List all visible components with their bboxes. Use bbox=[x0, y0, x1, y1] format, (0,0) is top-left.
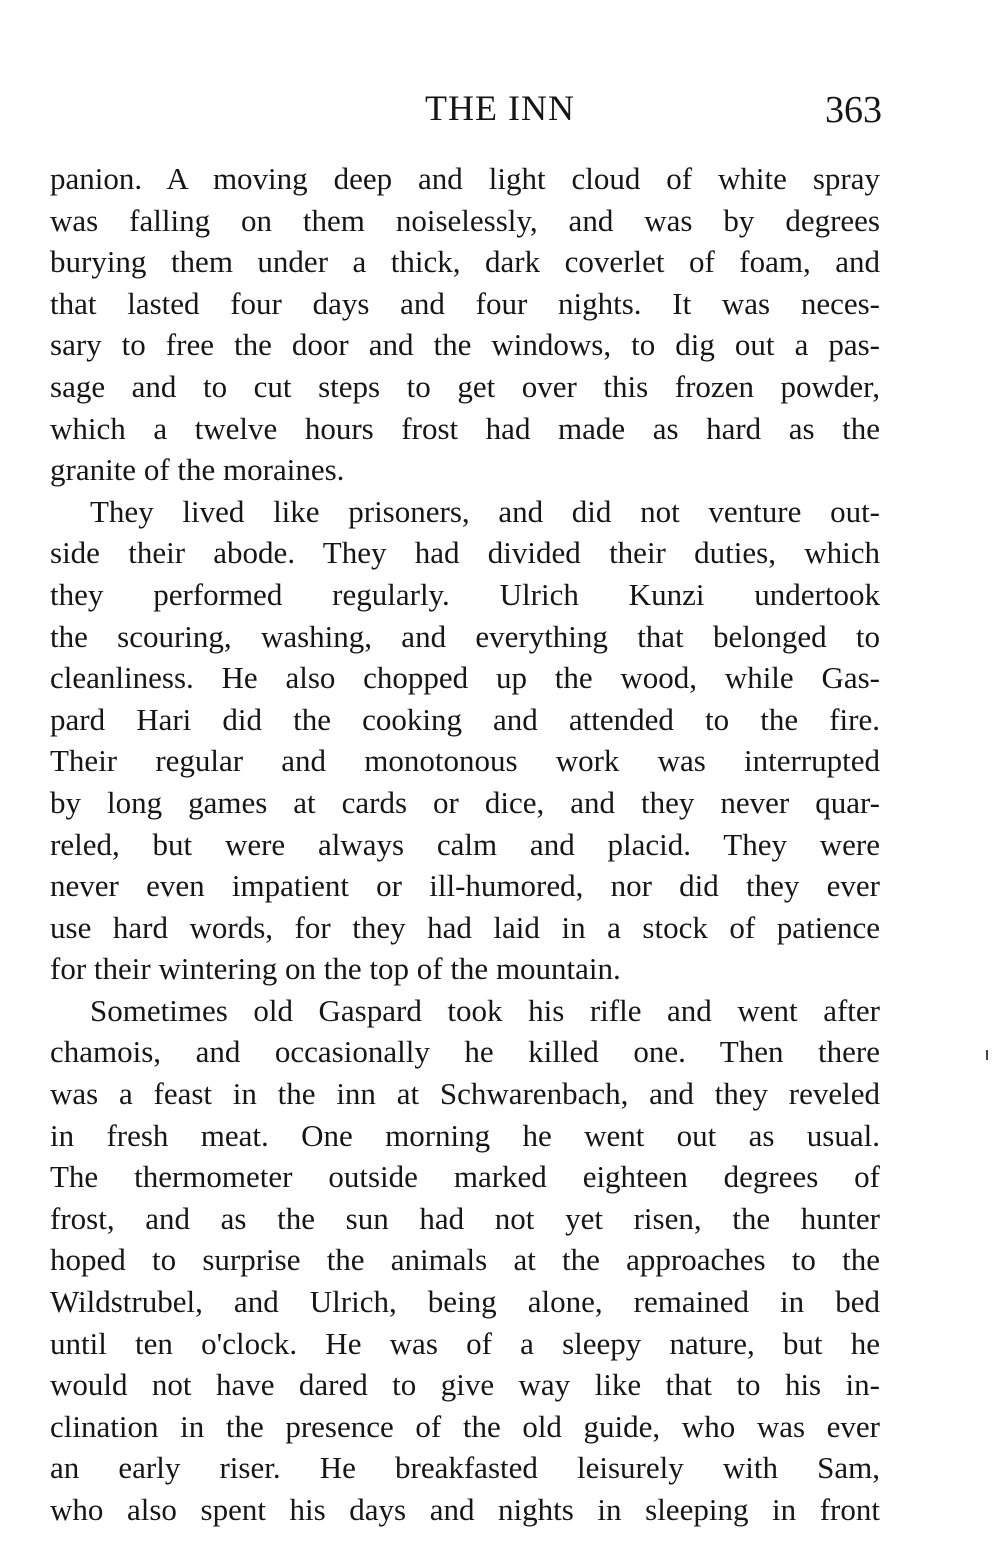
text-line: until ten o'clock. He was of a sleepy nature, but he bbox=[50, 1325, 880, 1361]
text-line: the scouring, washing, and everything that belonged to bbox=[50, 618, 880, 654]
text-line: they performed regularly. Ulrich Kunzi undertook bbox=[50, 576, 880, 612]
text-line: that lasted four days and four nights. It was neces- bbox=[50, 285, 880, 321]
text-line: panion. A moving deep and light cloud of white spray bbox=[50, 161, 880, 196]
text-line: use hard words, for they had laid in a stock of patience bbox=[50, 909, 880, 945]
text-line: cleanliness. He also chopped up the wood, while Gas- bbox=[50, 660, 880, 696]
page-number: 363 bbox=[825, 89, 882, 131]
text-line: hoped to surprise the animals at the approaches to the bbox=[50, 1242, 880, 1278]
text-line: Wildstrubel, and Ulrich, being alone, remained in bed bbox=[50, 1284, 880, 1320]
text-line: for their wintering on the top of the mountain. bbox=[50, 951, 621, 987]
text-line: They lived like prisoners, and did not venture out- bbox=[90, 493, 880, 529]
text-line: granite of the moraines. bbox=[50, 452, 345, 488]
text-line: was a feast in the inn at Schwarenbach, and they reveled bbox=[50, 1076, 880, 1112]
text-line: frost, and as the sun had not yet risen, the hunter bbox=[50, 1200, 880, 1236]
text-line: side their abode. They had divided their duties, which bbox=[50, 535, 880, 571]
text-line: chamois, and occasionally he killed one. Then there bbox=[50, 1034, 880, 1070]
text-line: The thermometer outside marked eighteen degrees of bbox=[50, 1159, 880, 1195]
text-line: would not have dared to give way like that to his in- bbox=[50, 1367, 880, 1403]
text-line: pard Hari did the cooking and attended to the fire. bbox=[50, 701, 880, 737]
text-line: clination in the presence of the old guide, who was ever bbox=[50, 1408, 880, 1444]
running-title: THE INN bbox=[425, 88, 575, 128]
text-line: in fresh meat. One morning he went out as usual. bbox=[50, 1117, 880, 1153]
text-line: who also spent his days and nights in sleeping in front bbox=[50, 1492, 880, 1527]
text-line: sage and to cut steps to get over this frozen powder, bbox=[50, 368, 880, 404]
text-line: sary to free the door and the windows, to dig out a pas- bbox=[50, 327, 880, 363]
text-line: Sometimes old Gaspard took his rifle and went after bbox=[90, 992, 880, 1028]
body-text bbox=[50, 158, 880, 1531]
text-line: by long games at cards or dice, and they never quar- bbox=[50, 784, 880, 820]
text-line: reled, but were always calm and placid. They were bbox=[50, 826, 880, 862]
text-line: an early riser. He breakfasted leisurely with Sam, bbox=[50, 1450, 880, 1486]
text-line: which a twelve hours frost had made as hard as the bbox=[50, 410, 880, 446]
text-line: Their regular and monotonous work was interrupted bbox=[50, 743, 880, 779]
text-line: burying them under a thick, dark coverlet of foam, and bbox=[50, 244, 880, 280]
text-line: never even impatient or ill-humored, nor did they ever bbox=[50, 868, 880, 904]
text-line: was falling on them noiselessly, and was by degrees bbox=[50, 202, 880, 238]
margin-speck bbox=[986, 1050, 988, 1060]
